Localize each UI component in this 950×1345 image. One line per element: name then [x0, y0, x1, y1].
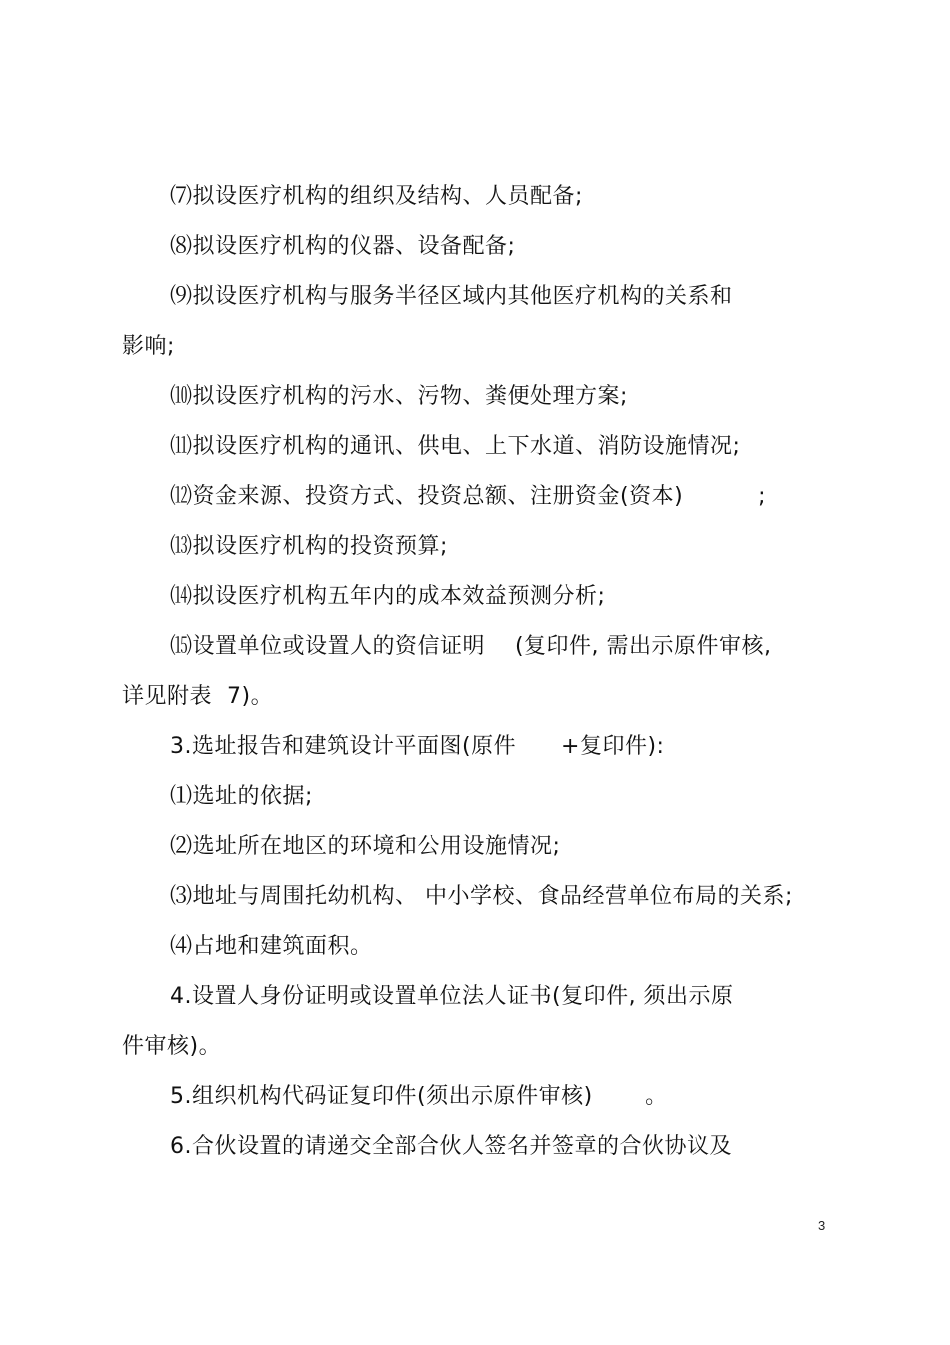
text-line: 4.设置人身份证明或设置单位法人证书(复印件, 须出示原: [170, 984, 734, 1009]
text-line: ⑴选址的依据;: [170, 784, 313, 809]
text-line: ⒀拟设医疗机构的投资预算;: [170, 534, 448, 559]
text-line: 5.组织机构代码证复印件(须出示原件审核) 。: [170, 1084, 668, 1109]
text-line: ⑼拟设医疗机构与服务半径区域内其他医疗机构的关系和: [170, 284, 733, 309]
text-line: ⑿资金来源、投资方式、投资总额、注册资金(资本) ;: [170, 484, 767, 509]
page-number: 3: [818, 1218, 826, 1233]
text-line: ⑷占地和建筑面积。: [170, 934, 373, 959]
text-line: ⑶地址与周围托幼机构、 中小学校、食品经营单位布局的关系;: [170, 884, 793, 909]
text-line: ⑺拟设医疗机构的组织及结构、人员配备;: [170, 184, 583, 209]
text-line: 详见附表 7)。: [122, 684, 274, 709]
text-line: ⑻拟设医疗机构的仪器、设备配备;: [170, 234, 516, 259]
text-line: 6.合伙设置的请递交全部合伙人签名并签章的合伙协议及: [170, 1134, 732, 1159]
text-line: 件审核)。: [122, 1034, 222, 1059]
text-line: ⒂设置单位或设置人的资信证明 (复印件, 需出示原件审核,: [170, 634, 772, 659]
text-line: 3.选址报告和建筑设计平面图(原件 +复印件):: [170, 734, 665, 759]
text-line: ⒁拟设医疗机构五年内的成本效益预测分析;: [170, 584, 606, 609]
text-line: ⑽拟设医疗机构的污水、污物、粪便处理方案;: [170, 384, 628, 409]
text-line: ⑵选址所在地区的环境和公用设施情况;: [170, 834, 561, 859]
text-line: ⑾拟设医疗机构的通讯、供电、上下水道、消防设施情况;: [170, 434, 741, 459]
text-line: 影响;: [122, 334, 175, 359]
